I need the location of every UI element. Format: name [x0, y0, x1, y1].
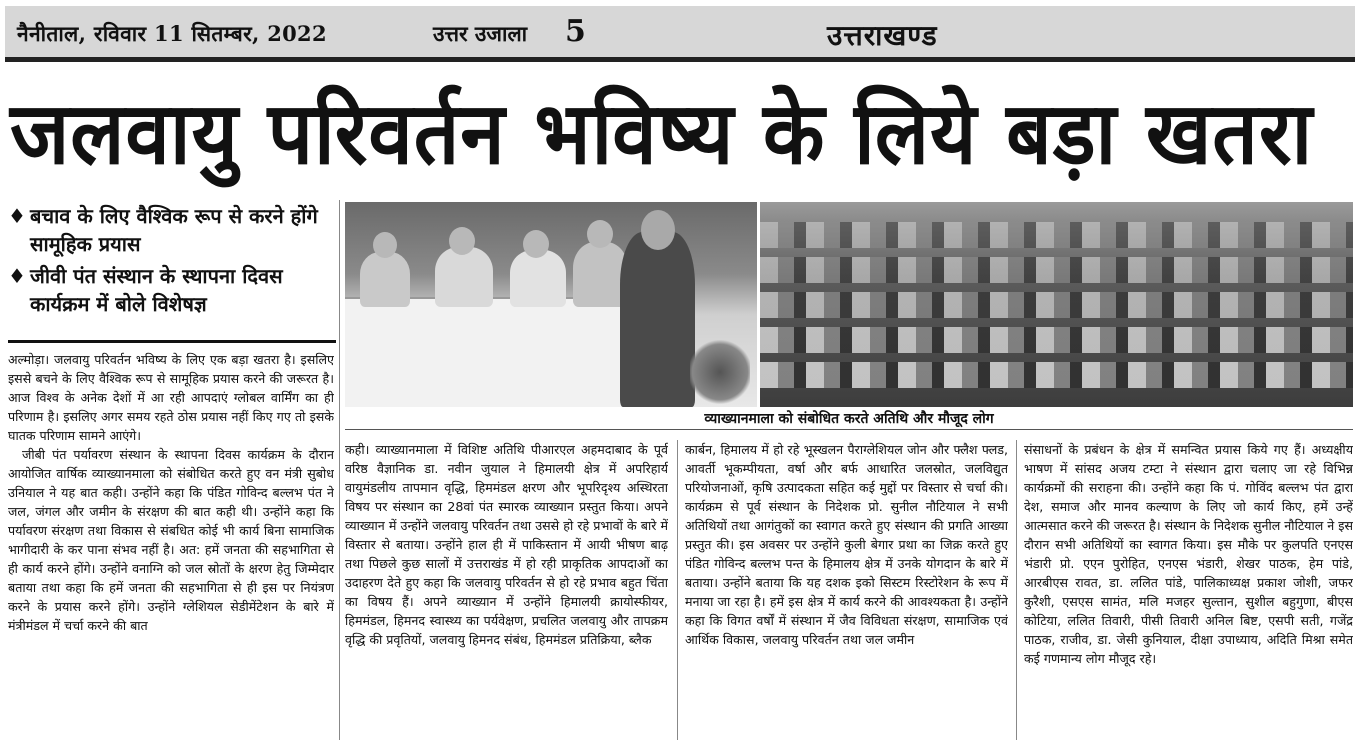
masthead-bar: [5, 6, 1355, 62]
audience-row: [760, 327, 1353, 353]
subhead-rule: [8, 340, 336, 343]
photo-guest-head: [587, 220, 613, 248]
photo-caption: व्याख्यानमाला को संबोधित करते अतिथि और मौजूद लोग: [345, 408, 1353, 430]
article-paragraph: कही। व्याख्यानमाला में विशिष्ट अतिथि पीआरएल अहमदाबाद के पूर्व वरिष्ठ वैज्ञानिक डा. नवीन जुयाल ने हिमालयी क्षेत्र में अपरिहार्य वायुमंडलीय तापमान वृद्धि, हिममंडल क्षरण और भूपरिदृश्य अस्थिरता विषय पर संस्थान का 28वां पंत स्मारक व्याख्यान प्रस्तुत किया। अपने व्याख्यान में उन्होंने जलवायु परिवर्तन तथा उससे हो रहे प्रभावों के बारे में विस्तार से बताया। उन्होंने हाल ही में पाकिस्तान में आयी भीषण बाढ़ तथा पिछले कुछ सालों में उत्तराखंड में हो रही प्राकृतिक आपदाओं का उदाहरण देते हुए कहा कि जलवायु परिवर्तन से हो रहे प्रभाव बहुत चिंता का विषय हैं। अपने व्याख्यान में उन्होंने हिमालयी क्रायोस्फीयर, हिममंडल, हिमनद स्वास्थ्य का पर्यवेक्षण, प्रचलित जलवायु और तापक्रम वृद्धि की प्रवृतियों, जलवायु हिमनद संबंध, हिममंडल प्रतिक्रिया, ब्लैक: [345, 442, 668, 647]
audience-row: [760, 292, 1353, 318]
dateline: नैनीताल, रविवार 11 सितम्बर, 2022: [17, 21, 327, 46]
subhead-text: बचाव के लिए वैश्विक रूप से करने होंगे सामूहिक प्रयास: [30, 204, 318, 256]
subheads: [8, 202, 338, 318]
photo-guest-head: [449, 227, 475, 255]
article-column-4: [1024, 440, 1353, 740]
column-divider: [1016, 440, 1017, 740]
photo-speaker: [620, 232, 695, 407]
article-column-2: [345, 440, 668, 740]
subhead-1: [8, 202, 338, 258]
article-paragraph: अल्मोड़ा। जलवायु परिवर्तन भविष्य के लिए एक बड़ा खतरा है। इसलिए इससे बचने के लिए वैश्विक रूप से सामूहिक प्रयास करने की जरूरत है। आज विश्व के अनेक देशों में आ रही आपदाएं ग्लोबल वार्मिंग का ही परिणाम है। इसलिए अगर समय रहते ठोस प्रयास नहीं किए गए तो इसके घातक परिणाम सामने आएंगे।: [8, 352, 334, 443]
photo-plant: [690, 337, 750, 407]
photo-guest: [360, 252, 410, 307]
column-divider: [677, 440, 678, 740]
article-paragraph: कार्बन, हिमालय में हो रहे भूस्खलन पैराग्लेशियल जोन और फ्लैश फ्लड, आवर्ती भूकम्पीयता, वर्षा और बर्फ आधारित जलस्रोत, जलविद्युत परियोजनाओं, कृषि उत्पादकता सहित कई मुद्दों पर विस्तार से चर्चा की। कार्यक्रम से पूर्व संस्थान के निदेशक प्रो. सुनील नौटियाल ने सभी अतिथियों तथा आगंतुकों का स्वागत करते हुए संस्थान की प्रगति आख्या प्रस्तुत की। इस अवसर पर उन्होंने कुली बेगार प्रथा का जिक्र करते हुए पंडित गोविन्द बल्लभ पन्त के हिमालय क्षेत्र में उनके योगदान के बारे में बताया। उन्होंने बताया कि यह दशक इको सिस्टम रिस्टोरेशन के रूप में मनाया जा रहा है। हमें इस क्षेत्र में कार्य करने की आवश्यकता है। उन्होंने कहा कि विगत वर्षों में संस्थान में जैव विविधता संरक्षण, सामाजिक एवं आर्थिक विकास, जलवायु परिवर्तन तथा जल जमीन: [685, 442, 1008, 647]
photo-guest-head: [523, 230, 549, 258]
article-column-1: [8, 350, 334, 740]
photo-speaker-head: [641, 210, 675, 250]
diamond-bullet-icon: ♦: [8, 204, 26, 228]
photo-guest: [510, 250, 566, 307]
subhead-2: [8, 262, 338, 318]
section-name: उत्तराखण्ड: [827, 19, 938, 52]
audience-row: [760, 362, 1353, 388]
article-paragraph: जीबी पंत पर्यावरण संस्थान के स्थापना दिवस कार्यक्रम के दौरान आयोजित वार्षिक व्याख्यानमाला को संबोधित करते हुए वन मंत्री सुबोध उनियाल ने यह बात कही। उन्होंने कहा कि पंडित गोविन्द बल्लभ पंत ने जल, जंगल और जमीन के संरक्षण की बात कही थी। उन्होंने कहा कि पर्यावरण संरक्षण तथा विकास से संबधित कोई भी कार्य बिना सामाजिक भागीदारी के कर पाना संभव नहीं है। अत: हमें जनता की सहभागिता से ही कार्य करने होंगे। उन्होंने वनाग्नि को जल स्रोतों के क्षरण हेतु जिम्मेदार बताया तथा कहा कि हमें जनता की सहभागिता से ही इस पर नियंत्रण करने के प्रयास करने होंगे। उन्होंने ग्लेशियल सेडीमेंटेशन के बारे में मंत्रीमंडल में चर्चा करने की बात: [8, 447, 334, 633]
audience-row: [760, 222, 1353, 248]
headline: जलवायु परिवर्तन भविष्य के लिये बड़ा खतरा: [10, 84, 1314, 184]
article-paragraph: संसाधनों के प्रबंधन के क्षेत्र में समन्वित प्रयास किये गए हैं। अध्यक्षीय भाषण में सांसद अजय टम्टा ने संस्थान द्वारा चलाए जा रहे विभिन्न कार्यक्रमों की सराहना की। उन्होंने कहा कि पं. गोविंद बल्लभ पंत द्वारा देश, समाज और मानव कल्याण के लिए जो कार्य किए, हमें उन्हें आत्मसात करने की जरूरत है। संस्थान के निदेशक सुनील नौटियाल ने इस दौरान सभी अतिथियों का स्वागत किया। इस मौके पर कुलपति एनएस भंडारी प्रो. एएन पुरोहित, एनएस भंडारी, शेखर पाठक, हेम पांडे, आरबीएस रावत, डा. ललित पांडे, पालिकाध्यक्ष प्रकाश जोशी, जफर कुरैशी, एसएस सामंत, मलि मजहर सुल्तान, सुशील बहुगुणा, बीएस कोटिया, ललित तिवारी, पीसी तिवारी अनिल बिष्ट, एसपी सती, गजेंद्र पाठक, राजीव, डा. जेसी कुनियाल, दीक्षा उपाध्याय, अदिति मिश्रा समेत कई गणमान्य लोग मौजूद रहे।: [1024, 442, 1353, 666]
diamond-bullet-icon: ♦: [8, 264, 26, 288]
audience-row: [760, 257, 1353, 283]
photo-audience: [760, 202, 1353, 407]
subhead-text: जीवी पंत संस्थान के स्थापना दिवस कार्यक्रम में बोले विशेषज्ञ: [30, 264, 283, 316]
photo-guest: [435, 247, 493, 307]
photo-guest-head: [373, 232, 397, 258]
article-column-3: [685, 440, 1008, 740]
page-number: 5: [565, 14, 586, 49]
photo-speakers: [345, 202, 757, 407]
column-divider: [339, 200, 340, 740]
paper-name: उत्तर उजाला: [433, 21, 528, 46]
